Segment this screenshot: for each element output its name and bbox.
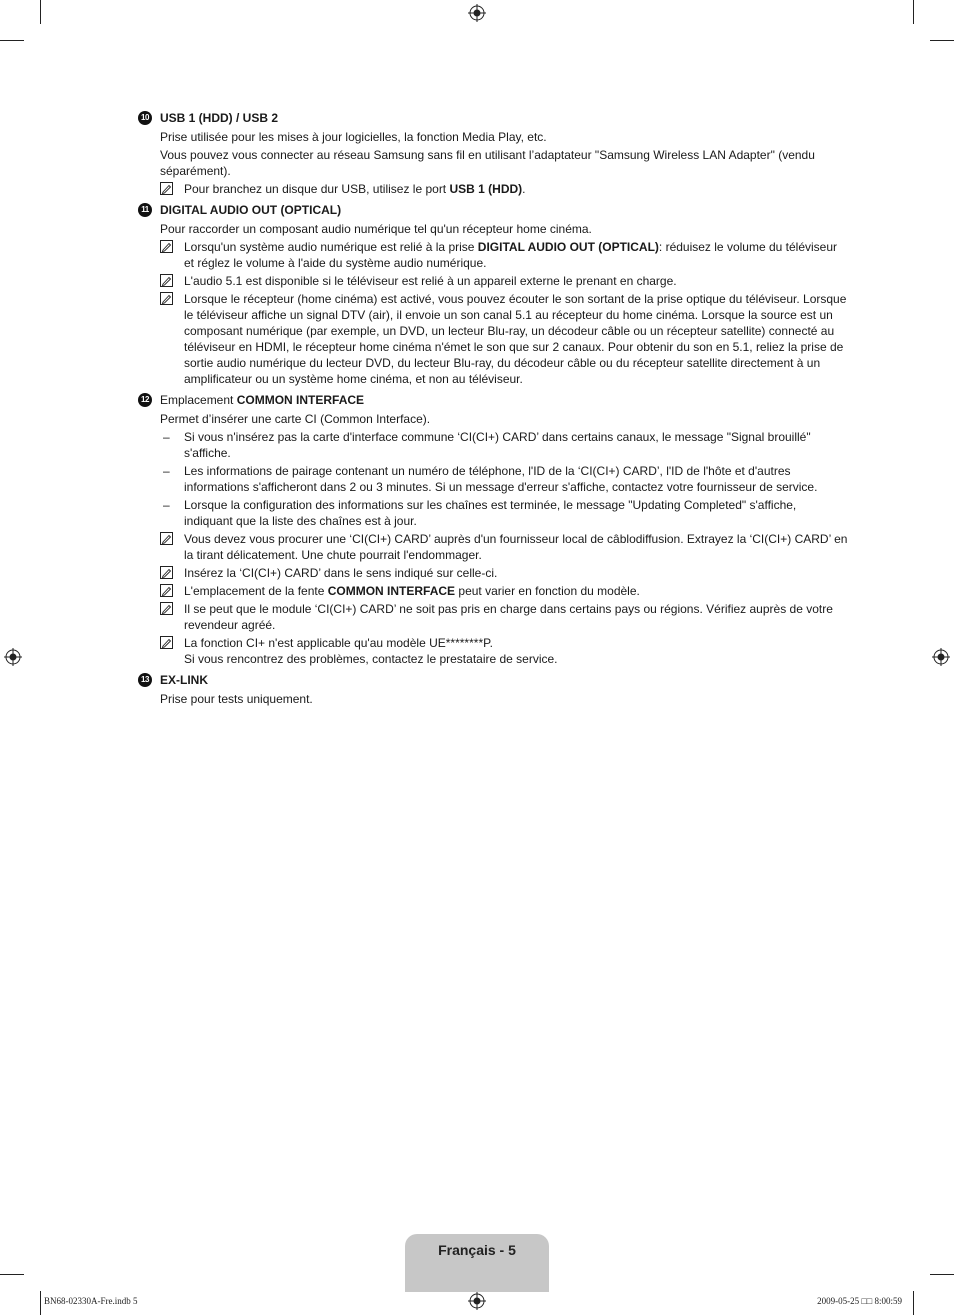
page-label: Français - 5: [438, 1242, 516, 1258]
note-bold-text: USB 1 (HDD): [449, 182, 523, 196]
section-number-badge: 12: [138, 393, 152, 407]
paragraph: Pour raccorder un composant audio numérique tel qu'un récepteur home cinéma.: [160, 222, 592, 236]
section-digital-audio-out: [138, 202, 848, 387]
dash-item: [138, 429, 848, 461]
section-title: DIGITAL AUDIO OUT (OPTICAL): [160, 203, 342, 217]
note-icon: [160, 274, 173, 287]
note-text: L'audio 5.1 est disponible si le téléviseur est relié à un appareil externe le prenant en charge.: [184, 274, 677, 288]
crop-mark-bottom-left-h: [0, 1274, 24, 1275]
paragraph: Prise pour tests uniquement.: [160, 692, 313, 706]
note-icon: [160, 182, 173, 195]
section-common-interface: [138, 392, 848, 667]
crop-mark-top-right-h: [930, 40, 954, 41]
crop-mark-top-left-v: [40, 0, 41, 24]
note-text: peut varier en fonction du modèle.: [455, 584, 640, 598]
section-heading: [138, 672, 848, 688]
note-text-line2: Si vous rencontrez des problèmes, contactez le prestataire de service.: [184, 652, 558, 666]
dash-bullet: –: [163, 430, 170, 444]
section-title: USB 1 (HDD) / USB 2: [160, 111, 279, 125]
note-text: Pour branchez un disque dur USB, utilisez le port: [184, 182, 450, 196]
note-text: : réduisez le volume du téléviseur et réglez le volume à l'aide du système audio numérique.: [184, 240, 837, 270]
note-item: [138, 565, 848, 581]
dash-bullet: –: [163, 498, 170, 512]
note-text: Lorsqu'un système audio numérique est relié à la prise: [184, 240, 478, 254]
section-number-badge: 10: [138, 111, 152, 125]
crop-mark-top-right-v: [913, 0, 914, 24]
crop-mark-bottom-right-h: [930, 1274, 954, 1275]
paragraph: Prise utilisée pour les mises à jour logicielles, la fonction Media Play, etc.: [160, 130, 547, 144]
note-item: [138, 583, 848, 599]
note-icon: [160, 602, 173, 615]
dash-item: [138, 497, 848, 529]
note-item: [138, 531, 848, 563]
section-heading: [138, 202, 848, 218]
registration-mark-icon: [4, 648, 22, 666]
note-item: [138, 181, 848, 197]
note-icon: [160, 566, 173, 579]
dash-text: Lorsque la configuration des informations sur les chaînes est terminée, le message "Updating Completed" s'affiche, indiquant que la liste des chaînes est à jour.: [184, 498, 797, 528]
note-icon: [160, 240, 173, 253]
note-item: [138, 291, 848, 387]
note-icon: [160, 636, 173, 649]
note-item: [138, 239, 848, 271]
registration-mark-icon: [468, 4, 486, 22]
note-item: [138, 601, 848, 633]
registration-mark-icon: [468, 1292, 486, 1310]
dash-item: [138, 463, 848, 495]
crop-mark-top-left-h: [0, 40, 24, 41]
section-title-prefix: Emplacement: [160, 393, 237, 407]
section-usb: [138, 110, 848, 197]
section-heading: [138, 110, 848, 126]
note-text: .: [522, 182, 526, 196]
note-bold-text: COMMON INTERFACE: [327, 584, 456, 598]
paragraph: Vous pouvez vous connecter au réseau Samsung sans fil en utilisant l’adaptateur "Samsung Wireless LAN Adapter" (vendu séparément).: [160, 148, 815, 178]
dash-text: Les informations de pairage contenant un numéro de téléphone, l'ID de la ‘CI(CI+) CARD’, l'ID de l'hôte et d'autres informations s'afficheront dans 2 ou 3 minutes. Si un message d'erreur s'affiche, contactez votre fournisseur de service.: [184, 464, 818, 494]
note-text: La fonction CI+ n'est applicable qu'au modèle UE********P.: [184, 636, 493, 650]
crop-mark-bottom-left-v: [40, 1291, 41, 1315]
page-number-tab: [405, 1234, 549, 1292]
note-icon: [160, 292, 173, 305]
section-ex-link: [138, 672, 848, 707]
note-bold-text: DIGITAL AUDIO OUT (OPTICAL): [477, 240, 659, 254]
note-icon: [160, 584, 173, 597]
print-slug-left: BN68-02330A-Fre.indb 5: [44, 1296, 138, 1306]
section-title: COMMON INTERFACE: [236, 393, 365, 407]
note-text: Lorsque le récepteur (home cinéma) est activé, vous pouvez écouter le son sortant de la prise optique du téléviseur. Lorsque le téléviseur affiche un signal DTV (air), il envoie un son canal 5.1 au récepteur du home cinéma. Lorsque la source est un composant numérique (par exemple, un DVD, un lecteur Blu-ray, un décodeur câble ou un récepteur satellite) connecté au téléviseur en HDMI, le récepteur home cinéma n'émet le son que sur 2 canaux. Pour obtenir du son en 5.1, reliez la prise de sortie audio numérique du lecteur DVD, du lecteur Blu-ray, du décodeur câble ou du récepteur satellite directement à un amplificateur ou un système home cinéma, et non au téléviseur.: [184, 292, 847, 386]
note-icon: [160, 532, 173, 545]
crop-mark-bottom-right-v: [913, 1291, 914, 1315]
section-number-badge: 13: [138, 673, 152, 687]
section-heading: [138, 392, 848, 408]
registration-mark-icon: [932, 648, 950, 666]
section-title: EX-LINK: [160, 673, 208, 687]
note-text: L'emplacement de la fente: [184, 584, 328, 598]
manual-content: [138, 110, 848, 712]
section-number-badge: 11: [138, 203, 152, 217]
note-text: Il se peut que le module ‘CI(CI+) CARD’ ne soit pas pris en charge dans certains pays ou régions. Vérifiez auprès de votre revendeur agréé.: [184, 602, 833, 632]
note-item: [138, 635, 848, 667]
note-text: Insérez la ‘CI(CI+) CARD’ dans le sens indiqué sur celle-ci.: [184, 566, 498, 580]
dash-bullet: –: [163, 464, 170, 478]
print-slug-right: 2009-05-25 □□ 8:00:59: [817, 1296, 902, 1306]
note-item: [138, 273, 848, 289]
dash-text: Si vous n'insérez pas la carte d'interface commune ‘CI(CI+) CARD’ dans certains canaux, le message "Signal brouillé" s'affiche.: [184, 430, 811, 460]
note-text: Vous devez vous procurer une ‘CI(CI+) CARD’ auprès d'un fournisseur local de câblodiffusion. Extrayez la ‘CI(CI+) CARD’ en la tirant délicatement. Une chute pourrait l'endommager.: [184, 532, 848, 562]
paragraph: Permet d’insérer une carte CI (Common Interface).: [160, 412, 431, 426]
